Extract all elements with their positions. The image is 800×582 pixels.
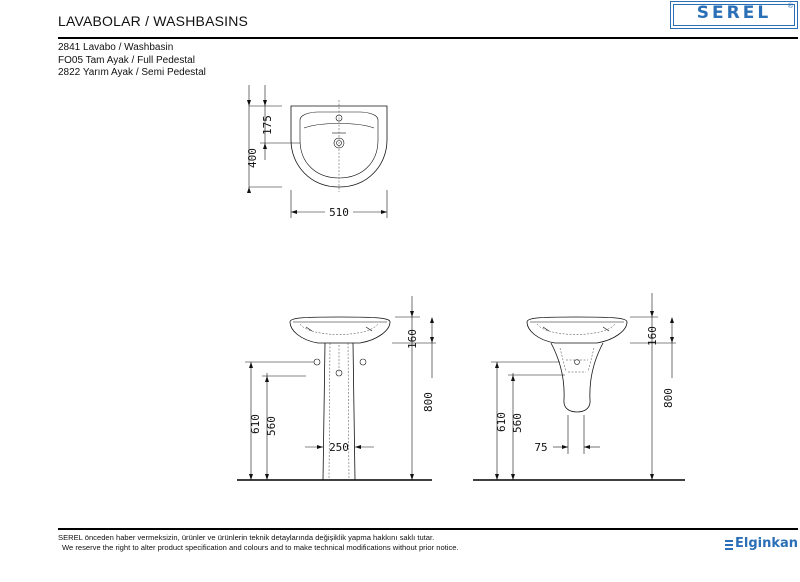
dim-full-basin-depth: 160	[406, 329, 419, 349]
dim-semi-height-top: 800	[662, 388, 675, 408]
dim-depth-total: 400	[246, 148, 259, 168]
disclaimer-tr: SEREL önceden haber vermeksizin, ürünler ve ürünlerin teknik detaylarında değişiklik yapma hakkını saklı tutar.	[58, 533, 435, 542]
disclaimer-en: We reserve the right to alter product specification and colours and to make technical modifications without prior notice.	[62, 543, 459, 552]
dimension-semi-height-top	[630, 293, 658, 480]
full-pedestal-washbasin	[290, 317, 390, 480]
logo-text: SEREL	[696, 3, 772, 23]
dimension-full-height-top	[395, 296, 420, 480]
elginkan-logo: Elginkan	[735, 536, 799, 551]
dim-full-height-top: 800	[422, 392, 435, 412]
dim-semi-height-drain: 610	[495, 412, 508, 432]
footer-divider	[58, 528, 798, 530]
top-view-washbasin	[291, 100, 387, 192]
product-item: FO05 Tam Ayak / Full Pedestal	[58, 54, 195, 66]
elginkan-logo-icon	[725, 540, 733, 552]
dim-semi-basin-depth: 160	[646, 326, 659, 346]
dimension-semi-wall-offset	[553, 415, 600, 454]
dim-full-wall-spacing: 250	[329, 441, 349, 454]
dim-depth-to-tap: 175	[261, 115, 274, 135]
dim-semi-height-water: 560	[511, 413, 524, 433]
dim-full-height-drain: 610	[249, 414, 262, 434]
dim-full-height-water: 560	[265, 416, 278, 436]
disclaimer	[58, 533, 459, 553]
semi-pedestal-washbasin	[527, 317, 627, 412]
dim-semi-wall-offset: 75	[534, 441, 548, 454]
product-item: 2841 Lavabo / Washbasin	[58, 42, 174, 53]
logo-registered-mark: ®	[787, 3, 793, 10]
product-item: 2822 Yarım Ayak / Semi Pedestal	[58, 67, 206, 78]
dim-width: 510	[329, 206, 349, 219]
page-title: LAVABOLAR / WASHBASINS	[58, 13, 249, 29]
